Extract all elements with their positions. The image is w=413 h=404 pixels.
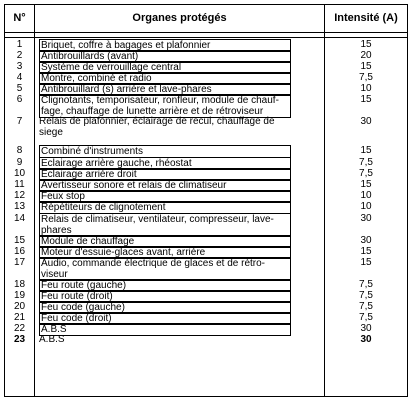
- column-divider: [34, 5, 35, 396]
- organ-line: Feu route (droit): [41, 291, 113, 302]
- intensity-value: 15: [360, 94, 372, 105]
- row-number: 4: [16, 72, 23, 83]
- organ-line: Moteur d'essuie-glaces avant, arrière: [41, 247, 206, 258]
- organ-line: Feu route (gauche): [41, 280, 127, 291]
- intensity-value: 10: [360, 201, 372, 212]
- row-number: 23: [13, 334, 26, 345]
- intensity-value: 30: [360, 334, 372, 345]
- intensity-value: 7,5: [359, 279, 373, 290]
- organ-line: Combiné d'instruments: [41, 146, 143, 157]
- row-number: 12: [13, 190, 26, 201]
- intensity-value: 7,5: [359, 72, 373, 83]
- intensity-value: 15: [360, 179, 372, 190]
- row-number: 19: [13, 290, 26, 301]
- organ-line: Antibrouillards (avant): [41, 51, 139, 62]
- organ-line: viseur: [41, 269, 68, 280]
- protected-organ: [39, 257, 291, 281]
- header-intensity: Intensité (A): [334, 12, 398, 24]
- intensity-value: 15: [360, 61, 372, 72]
- protected-organ: [39, 116, 291, 138]
- intensity-value: 7,5: [359, 168, 373, 179]
- organ-line: Audio, commande électrique de glaces et de rétro-: [41, 258, 266, 269]
- intensity-value: 30: [360, 213, 372, 224]
- header-num: N°: [13, 12, 26, 24]
- intensity-value: 30: [360, 116, 372, 127]
- row-number: 22: [13, 323, 26, 334]
- organ-line: Eclairage arrière gauche, rhéostat: [41, 158, 192, 169]
- intensity-value: 30: [360, 323, 372, 334]
- intensity-value: 15: [360, 39, 372, 50]
- organ-line: Répétiteurs de clignotement: [41, 202, 166, 213]
- organ-line: Avertisseur sonore et relais de climatiseur: [41, 180, 227, 191]
- row-number: 11: [14, 179, 25, 190]
- row-number: 15: [13, 235, 26, 246]
- intensity-value: 15: [360, 246, 372, 257]
- organ-line: Clignotants, temporisateur, ronfleur, module de chauf-: [41, 95, 279, 106]
- intensity-value: 15: [360, 257, 372, 268]
- organ-line: Feu code (droit): [41, 313, 112, 324]
- organ-line: Montre, combiné et radio: [41, 73, 152, 84]
- intensity-value: 20: [360, 50, 372, 61]
- row-number: 8: [16, 145, 23, 156]
- row-number: 2: [16, 50, 23, 61]
- organ-line: Eclairage arrière droit: [41, 169, 137, 180]
- intensity-value: 7,5: [359, 290, 373, 301]
- organ-line: A.B.S: [41, 324, 67, 335]
- organ-line: Feux stop: [41, 191, 85, 202]
- row-number: 9: [16, 157, 23, 168]
- intensity-value: 30: [360, 235, 372, 246]
- row-number: 6: [16, 94, 23, 105]
- organ-line: A.B.S: [39, 334, 65, 345]
- header-divider: [5, 32, 407, 33]
- row-number: 7: [16, 116, 23, 127]
- row-number: 20: [13, 301, 26, 312]
- header-divider: [5, 37, 407, 38]
- organ-line: Relais de climatiseur, ventilateur, compresseur, lave-: [41, 214, 274, 225]
- row-number: 5: [16, 83, 23, 94]
- intensity-value: 7,5: [359, 312, 373, 323]
- organ-line: Relais de plafonnier, éclairage de recul, chauffage de: [39, 116, 275, 127]
- row-number: 14: [13, 213, 26, 224]
- header-organs: Organes protégés: [132, 12, 227, 24]
- row-number: 13: [13, 201, 26, 212]
- organ-line: Système de verrouillage central: [41, 62, 182, 73]
- intensity-value: 10: [360, 83, 372, 94]
- protected-organ: [39, 94, 291, 118]
- row-number: 21: [13, 312, 26, 323]
- row-number: 18: [13, 279, 26, 290]
- organ-line: phares: [41, 225, 72, 236]
- protected-organ: [39, 213, 291, 237]
- intensity-value: 7,5: [359, 157, 373, 168]
- intensity-value: 10: [360, 190, 372, 201]
- organ-line: Antibrouillard (s) arrière et lave-phares: [41, 84, 212, 95]
- organ-line: fage, chauffage de lunette arrière et de rétroviseur: [41, 106, 264, 117]
- organ-line: Module de chauffage: [41, 236, 135, 247]
- row-number: 16: [13, 246, 26, 257]
- organ-line: Briquet, coffre à bagages et plafonnier: [41, 40, 211, 51]
- row-number: 1: [16, 39, 23, 50]
- organ-line: Feu code (gauche): [41, 302, 125, 313]
- intensity-value: 15: [360, 145, 372, 156]
- row-number: 17: [13, 257, 26, 268]
- row-number: 10: [13, 168, 26, 179]
- organ-line: siege: [39, 127, 63, 138]
- row-number: 3: [16, 61, 23, 72]
- fuse-table: [4, 4, 408, 397]
- protected-organ: [39, 334, 291, 345]
- intensity-value: 7,5: [359, 301, 373, 312]
